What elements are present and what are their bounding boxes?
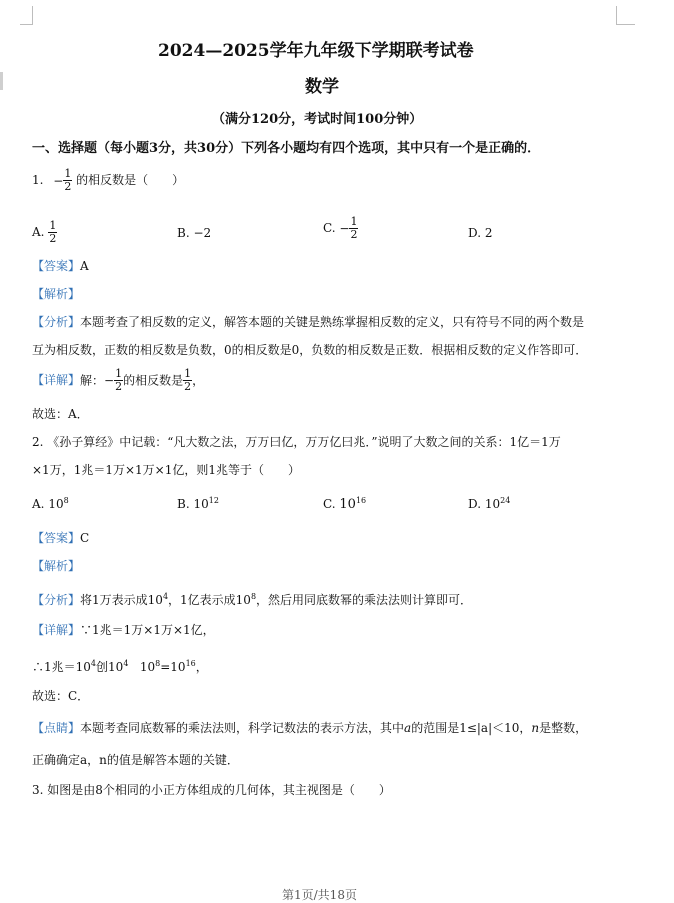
answer-2: 【答案】C — [32, 531, 90, 545]
question-number: 1. — [32, 173, 44, 187]
paper-title: 2024—2025学年九年级下学期联考试卷 — [158, 41, 474, 61]
dianjing-2-line2: 正确确定a，n的值是解答本题的关键． — [32, 753, 239, 767]
page-footer: 第1页/共18页 — [282, 888, 357, 902]
subject-title: 数学 — [305, 77, 339, 97]
option-a-fraction: $\frac{1}{2}$ — [49, 219, 57, 245]
question-1 — [32, 168, 184, 193]
therefore-2: ∴1兆$=10^4$创$10^4$ $10^8=10^{16}$， — [32, 659, 208, 674]
question-2-line1: 2. 《孙子算经》中记载：“凡大数之法，万万曰亿，万万亿曰兆．”说明了大数之间的关系：1亿＝1万 — [32, 435, 561, 449]
option-c-fraction: $\frac{1}{2}$ — [350, 215, 358, 241]
crop-mark-top-left — [20, 6, 33, 25]
q2-option-c: C. $10^{16}$ — [323, 496, 367, 512]
minus-sign: − — [53, 173, 64, 188]
fraction: $\frac{1}{2}$ — [64, 167, 72, 193]
answer-1: 【答案】A — [32, 259, 89, 273]
question-2-line2: ×1万，1兆＝1万×1万×1亿，则1兆等于（ ） — [32, 463, 300, 477]
margin-marker — [0, 72, 3, 90]
option-a: A. $\frac{1}{2}$ — [32, 219, 57, 245]
fenxi-1-line2: 互为相反数，正数的相反数是负数，0的相反数是0，负数的相反数是正数．根据相反数的定义作答即可． — [32, 343, 588, 357]
xiangjie-2: 【详解】∵1兆＝1万×1万×1亿， — [32, 623, 215, 637]
fenxi-1-line1: 【分析】本题考查了相反数的定义，解答本题的关键是熟练掌握相反数的定义，只有符号不同的两个数是 — [32, 315, 585, 329]
question-3: 3. 如图是由8个相同的小正方体组成的几何体，其主视图是（ ） — [32, 783, 391, 797]
analysis-label-1: 【解析】 — [32, 287, 81, 301]
analysis-label-2: 【解析】 — [32, 559, 81, 573]
q2-option-d: D. $10^{24}$ — [468, 496, 511, 511]
choose-1: 故选：A． — [32, 407, 89, 421]
exam-info: （满分120分，考试时间100分钟） — [212, 112, 423, 127]
q2-option-b: B. $10^{12}$ — [177, 496, 219, 511]
answer-label: 【答案】 — [32, 259, 81, 273]
option-b: B. −2 — [177, 226, 212, 240]
fenxi-2: 【分析】将1万表示成$10^4$，1亿表示成$10^8$，然后用同底数幂的乘法法则计算即可． — [32, 592, 473, 607]
xiangjie-1: 【详解】解：− $\frac{1}{2}$ 的相反数是 $\frac{1}{2}$ ， — [32, 367, 205, 393]
q2-option-a: A. $10^8$ — [32, 496, 69, 511]
question-text: 的相反数是（ ） — [76, 173, 185, 187]
choose-2: 故选：C． — [32, 689, 90, 703]
option-c: C. − $\frac{1}{2}$ — [323, 215, 358, 241]
section-heading: 一、选择题（每小题3分，共30分）下列各小题均有四个选项，其中只有一个是正确的． — [32, 141, 541, 156]
option-d: D. 2 — [468, 226, 493, 240]
dianjing-2-line1: 【点睛】本题考查同底数幂的乘法法则，科学记数法的表示方法，其中a的范围是1≤|a|＜10，n是整数， — [32, 721, 588, 735]
crop-mark-top-right — [616, 6, 635, 25]
